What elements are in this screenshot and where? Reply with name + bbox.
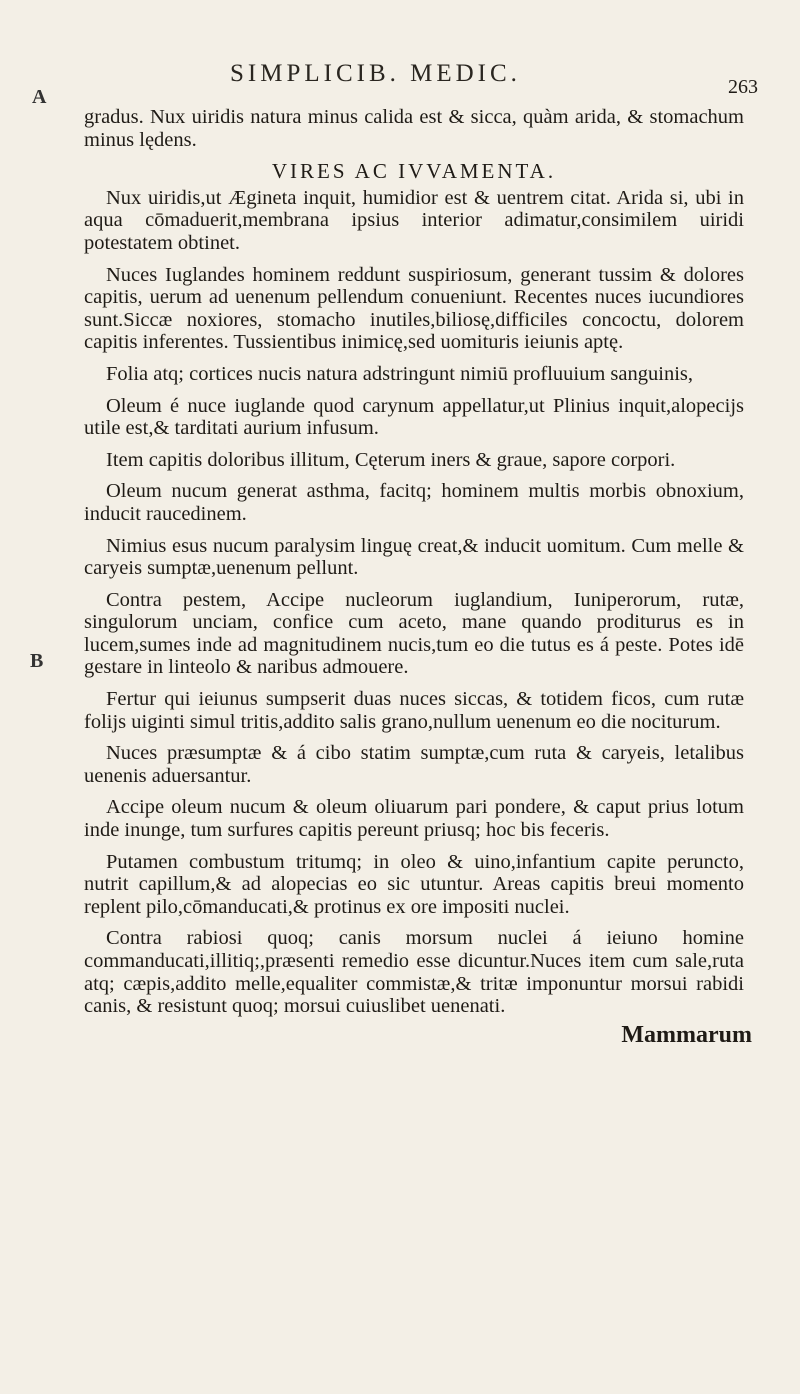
margin-letter-b: B <box>30 650 44 672</box>
paragraph: Putamen combustum tritumq; in oleo & uino,infantium capite perunctо, nutrit capillum,& ad alopecias eo sic utuntur. Areas capitis breui momento replent pilo,cōmanducati,& protinus ex ore impositi nuclei. <box>84 850 744 918</box>
running-head <box>0 60 800 100</box>
paragraph: Contra rabiosi quoq; canis morsum nuclei á ieiuno homine commanducati,illitiq;,præsenti remedio esse dicuntur.Nuces item cum sale,ruta atq; cæpis,addito melle,equaliter commistæ,& tritæ imponuntur morsui rabidi canis, & resistunt quoq; morsui cuiuslibet uenenati. <box>84 927 744 1018</box>
margin-letter-a: A <box>32 86 47 108</box>
paragraph: Fertur qui ieiunus sumpserit duas nuces siccas, & totidem ficos, cum rutæ folijs uiginti simul tritis,addito salis grano,nullum uenenum eo die nociturum. <box>84 688 744 733</box>
paragraph: Accipe oleum nucum & oleum oliuarum pari pondere, & caput prius lotum inde inunge, tum surfures capitis pereunt priusq; hoc bis feceris. <box>84 796 744 842</box>
paragraph: Contra pestem, Accipe nucleorum iuglandium, Iuniperorum, rutæ, singulorum unciam, confice cum aceto, mane quando proditurus es in lucem,sumes inde ad magnitudinem nucis,tum eo die tutus es á peste. Potes idē gestare in linteolo & naribus admouere. <box>84 588 744 679</box>
section-heading: VIRES AC IVVAMENTA. <box>271 159 557 184</box>
running-title: SIMPLICIB. MEDIC. <box>230 60 521 87</box>
paragraph: Item capitis doloribus illitum, Cęterum iners & graue, sapore corpori. <box>106 448 676 471</box>
paragraph: Nuces præsumptæ & á cibo statim sumptæ,cum ruta & caryeis, letalibus uenenis aduersantur. <box>84 742 744 787</box>
page-number: 263 <box>728 76 758 98</box>
paragraph: Oleum nucum generat asthma, facitq; hominem multis morbis obnoxium, inducit raucedinem. <box>84 480 744 525</box>
paragraph: Nux uiridis,ut Ægineta inquit, humidior est & uentrem citat. Arida si, ubi in aqua cōmaduerit,membrana ipsius interior adimatur,consimilem uiridi potestatem obtinet. <box>84 186 744 254</box>
catchword: Mammarum <box>621 1022 752 1048</box>
paragraph: Nimius esus nucum paralysim linguę creat,& inducit uomitum. Cum melle & caryeis sumptæ,uenenum pellunt. <box>84 534 744 580</box>
paragraph: Nuces Iuglandes hominem reddunt suspiriosum, generant tussim & dolores capitis, uerum ad uenenum pellendum conueniunt. Recentes nuces iucundiores sunt.Siccæ noxiores, stomacho inutiles,biliosę,difficiles concoctu, dolorem capitis inferentes. Tussientibus inimicę,sed uomituris ieiunis aptę. <box>84 263 744 354</box>
intro-paragraph: gradus. Nux uiridis natura minus calida est & sicca, quàm arida, & stomachum minus lędens. <box>84 106 744 151</box>
paragraph: Oleum é nuce iuglande quod carynum appellatur,ut Plinius inquit,alopecijs utile est,& tarditati aurium infusum. <box>84 394 744 440</box>
text-block <box>84 106 744 1027</box>
paragraph: Folia atq; cortices nucis natura adstringunt nimiū profluuium sanguinis, <box>106 362 694 385</box>
